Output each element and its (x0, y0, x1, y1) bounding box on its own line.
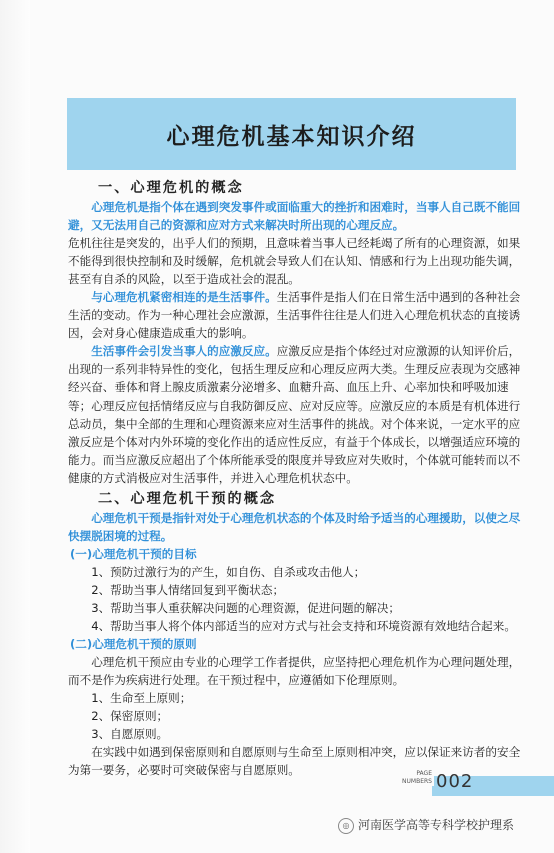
goal-item: 1、预防过激行为的产生，如自伤、自杀或攻击他人； (91, 564, 366, 579)
life-event-lead: 与心理危机紧密相连的是生活事件。 (91, 290, 277, 305)
article-body (68, 178, 522, 779)
goal-item: 3、帮助当事人重获解决问题的心理资源，促进问题的解决； (91, 600, 401, 615)
stress-lead: 生活事件会引发当事人的应激反应。 (91, 344, 277, 359)
section-1-definition: 心理危机是指个体在遇到突发事件或面临重大的挫折和困难时，当事人自己既不能回避，又无法用自己的资源和应对方式来解决时所出现的心理反应。 (68, 200, 521, 233)
section-2-heading: 二、心理危机干预的概念 (98, 490, 277, 507)
watermark (338, 816, 514, 834)
page-label-line-1: PAGE (416, 770, 432, 777)
page-number-label (392, 770, 434, 786)
title-banner (67, 98, 516, 170)
stress-paragraph (68, 342, 522, 486)
goal-item: 4、帮助当事人将个体内部适当的应对方式与社会支持和环境资源有效地结合起来。 (91, 619, 516, 634)
principle-item: 3、自愿原则。 (91, 727, 169, 742)
section-1-definition-detail: 危机往往是突发的，出乎人们的预期，且意味着当事人已经耗竭了所有的心理资源，如果不能得到很快控制和及时缓解，危机就会导致人们在认知、情感和行为上出现功能失调，甚至有自杀的风险，以至于造成社会的混乱。 (68, 236, 521, 287)
page-number: 002 (436, 771, 474, 792)
principles-heading: (二)心理危机干预的原则 (70, 637, 197, 652)
page-title: 心理危机基本知识介绍 (166, 124, 417, 150)
principle-item: 2、保密原则； (91, 709, 169, 724)
stress-text: 应激反应是指个体经过对应激源的认知评价后，出现的一系列非特异性的变化，包括生理反应和心理反应两大类。生理反应表现为交感神经兴奋、垂体和肾上腺皮质激素分泌增多、血糖升高、血压上升、心率加快和呼吸加速等；心理反应包括情绪反应与自我防御反应、应对反应等。应激反应的本质是有机体进行总动员，集中全部的生理和心理资源来应对生活事件的挑战。对个体来说，一定水平的应激反应是个体对内外环境的变化作出的适应性反应，有益于个体成长，以增强适应环境的能力。而当应激反应超出了个体所能承受的限度并导致应对失败时，个体就可能转而以不健康的方式消极应对生活事件，并进入心理危机状态中。 (68, 344, 521, 485)
section-2-definition: 心理危机干预是指针对处于心理危机状态的个体及时给予适当的心理援助，以使之尽快摆脱困境的过程。 (68, 510, 521, 543)
goals-heading: (一)心理危机干预的目标 (70, 546, 197, 561)
page-binding-edge (0, 0, 30, 853)
life-event-paragraph (68, 288, 522, 342)
page-label-line-2: NUMBERS (402, 778, 432, 785)
principle-item: 1、生命至上原则； (91, 691, 192, 706)
watermark-text: 河南医学高等专科学校护理系 (358, 818, 515, 832)
principles-intro: 心理危机干预应由专业的心理学工作者提供，应坚持把心理危机作为心理问题处理，而不是作为疾病进行处理。在干预过程中，应遵循如下伦理原则。 (68, 655, 521, 688)
life-event-text: 生活事件是指人们在日常生活中遇到的各种社会生活的变动。作为一种心理社会应激源，生活事件往往是人们进入心理危机状态的直接诱因，会对身心健康造成重大的影响。 (68, 290, 521, 341)
principles-conflict: 在实践中如遇到保密原则和自愿原则与生命至上原则相冲突，应以保证来访者的安全为第一要务，必要时可突破保密与自愿原则。 (68, 745, 521, 778)
section-1-heading: 一、心理危机的概念 (98, 180, 244, 196)
goal-item: 2、帮助当事人情绪回复到平衡状态； (91, 582, 285, 597)
wechat-icon: ◎ (338, 818, 354, 834)
